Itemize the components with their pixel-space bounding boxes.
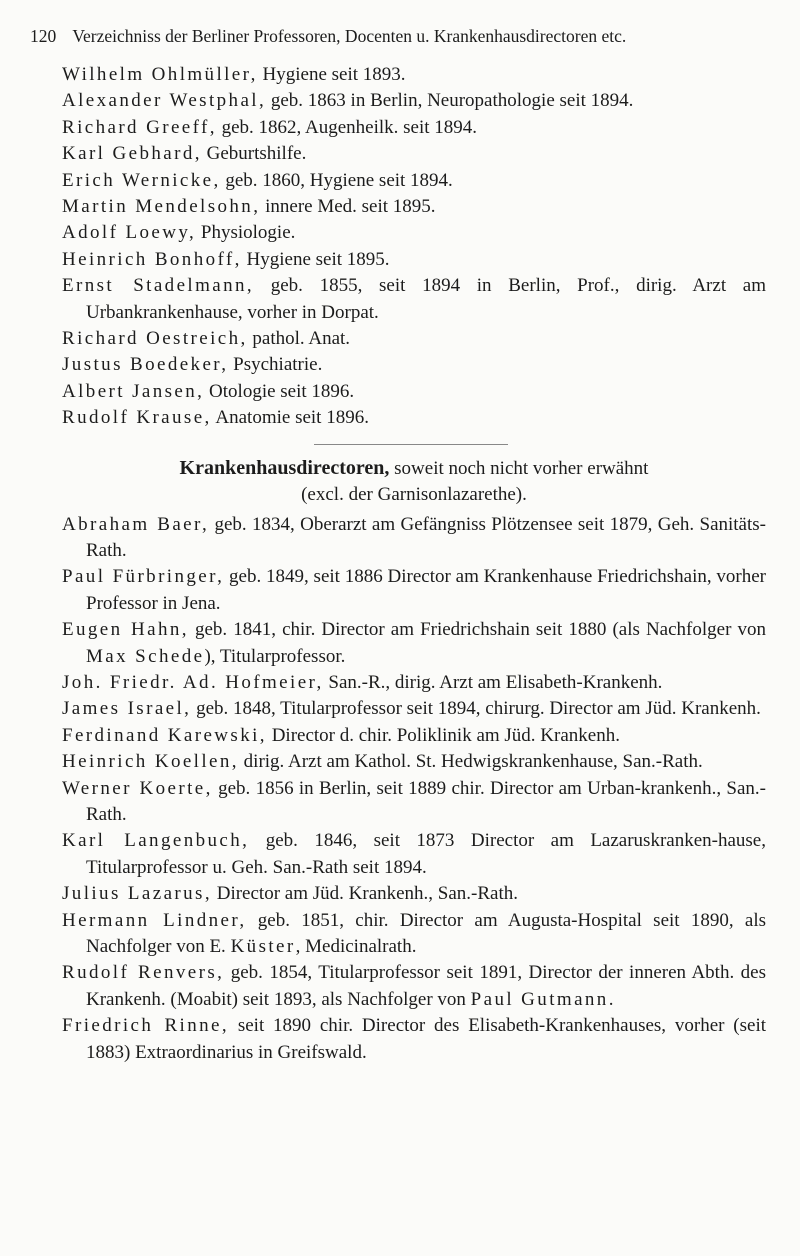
list-item — [62, 1013, 766, 1066]
entry-text-continued: , Medicinalrath. — [295, 936, 417, 957]
entry-text: Director d. chir. Poliklinik am Jüd. Krankenh. — [266, 724, 620, 746]
person-name: Ernst Stadelmann, — [62, 275, 255, 297]
entry-text-continued: . — [608, 988, 614, 1010]
entry-text: geb. 1849, seit 1886 Director am Krankenhause Friedrichshain, vorher Professor in Jena. — [86, 566, 766, 614]
list-item — [62, 326, 766, 352]
list-item — [62, 247, 766, 273]
list-item — [62, 62, 766, 88]
person-name: Richard Oestreich, — [62, 328, 248, 350]
section-subheading: (excl. der Garnisonlazarethe). — [301, 484, 527, 506]
list-item — [62, 828, 766, 881]
referenced-name: Küster — [230, 936, 296, 957]
entry-text: geb. 1860, Hygiene seit 1894. — [220, 169, 453, 191]
person-name: Hermann Lindner, — [62, 909, 247, 931]
person-name: Rudolf Krause, — [62, 407, 212, 429]
entry-text: seit 1890 chir. Director des Elisabeth-Krankenhauses, vorher (seit 1883) Extraordinarius in Greifswald. — [86, 1015, 766, 1063]
entry-text: Geburtshilfe. — [201, 143, 307, 165]
referenced-name: Paul Gutmann — [470, 988, 609, 1010]
person-name: Erich Wernicke, — [62, 169, 221, 191]
entry-text: geb. 1846, seit 1873 Director am Lazaruskranken-hause, Titularprofessor u. Geh. San.-Rath seit 1894. — [86, 830, 766, 878]
list-item — [62, 115, 766, 141]
person-name: James Israel, — [62, 698, 192, 720]
person-name: Eugen Hahn, — [62, 619, 189, 641]
list-item — [62, 194, 766, 220]
section-heading-rest: soweit noch nicht vorher erwähnt — [389, 457, 649, 479]
person-name: Heinrich Koellen, — [62, 751, 239, 773]
entry-text: Otologie seit 1896. — [204, 380, 355, 402]
entry-text: Anatomie seit 1896. — [211, 407, 369, 429]
list-item — [62, 352, 766, 378]
list-item — [62, 696, 766, 722]
list-item — [62, 405, 766, 431]
entry-text: Director am Jüd. Krankenh., San.-Rath. — [211, 883, 519, 905]
list-item — [62, 776, 766, 829]
entry-text: Psychiatrie. — [228, 354, 323, 376]
person-name: Alexander Westphal, — [62, 90, 267, 112]
entry-text: geb. 1854, Titularprofessor seit 1891, Director der inneren Abth. des Krankenh. (Moabit) seit 1893, als Nachfolger von — [86, 962, 766, 1010]
list-item — [62, 564, 766, 617]
referenced-name: Max Schede — [86, 645, 205, 667]
list-item — [62, 88, 766, 114]
list-item — [62, 168, 766, 194]
section-heading — [62, 455, 766, 482]
entry-text: geb. 1834, Oberarzt am Gefängniss Plötzensee seit 1879, Geh. Sanitäts-Rath. — [86, 513, 766, 561]
page-number: 120 — [30, 26, 57, 46]
person-name: Justus Boedeker, — [62, 354, 229, 376]
running-header — [30, 26, 770, 47]
person-name: Albert Jansen, — [62, 380, 205, 402]
entry-text: pathol. Anat. — [247, 328, 351, 350]
list-item — [62, 220, 766, 246]
entry-text: Hygiene seit 1895. — [241, 248, 390, 270]
list-item — [62, 908, 766, 961]
entry-text: innere Med. seit 1895. — [260, 196, 436, 218]
entry-text: geb. 1851, chir. Director am Augusta-Hospital seit 1890, als Nachfolger von E. — [86, 909, 766, 957]
person-name: Karl Gebhard, — [62, 143, 202, 165]
entry-text: Hygiene seit 1893. — [257, 64, 406, 85]
list-item — [62, 617, 766, 670]
director-list — [62, 512, 766, 1067]
entry-text: geb. 1856 in Berlin, seit 1889 chir. Director am Urban-krankenh., San.-Rath. — [86, 777, 766, 825]
running-title: Verzeichniss der Berliner Professoren, Docenten u. Krankenhausdirectoren etc. — [72, 26, 627, 46]
list-item — [62, 723, 766, 749]
list-item — [62, 273, 766, 326]
person-name: Ferdinand Karewski, — [62, 724, 267, 746]
list-item — [62, 141, 766, 167]
person-name: Joh. Friedr. Ad. Hofmeier, — [62, 671, 324, 693]
page-body — [62, 62, 766, 1066]
section-heading-bold: Krankenhausdirectoren, — [179, 456, 390, 479]
list-item — [62, 512, 766, 565]
list-item — [62, 670, 766, 696]
person-name: Friedrich Rinne, — [62, 1015, 230, 1037]
entry-text: geb. 1841, chir. Director am Friedrichshain seit 1880 (als Nachfolger von — [188, 619, 766, 641]
entry-text: geb. 1855, seit 1894 in Berlin, Prof., dirig. Arzt am Urbankrankenhause, vorher in Dorpat. — [86, 275, 766, 323]
person-name: Wilhelm Ohlmüller, — [62, 64, 258, 85]
entry-text: San.-R., dirig. Arzt am Elisabeth-Krankenh. — [323, 671, 663, 693]
person-name: Heinrich Bonhoff, — [62, 248, 242, 270]
person-name: Paul Fürbringer, — [62, 566, 225, 588]
person-name: Richard Greeff, — [62, 116, 217, 138]
entry-text: geb. 1863 in Berlin, Neuropathologie seit 1894. — [266, 90, 634, 112]
entry-text: Physiologie. — [196, 222, 296, 244]
list-item — [62, 960, 766, 1013]
person-name: Martin Mendelsohn, — [62, 196, 261, 218]
section-divider — [314, 444, 508, 445]
person-name: Karl Langenbuch, — [62, 830, 250, 852]
list-item — [62, 379, 766, 405]
list-item — [62, 749, 766, 775]
person-name: Werner Koerte, — [62, 777, 213, 799]
professor-list — [62, 62, 766, 432]
person-name: Rudolf Renvers, — [62, 962, 225, 984]
person-name: Julius Lazarus, — [62, 883, 212, 905]
entry-text: geb. 1848, Titularprofessor seit 1894, chirurg. Director am Jüd. Krankenh. — [191, 698, 761, 720]
entry-text: geb. 1862, Augenheilk. seit 1894. — [216, 116, 478, 138]
person-name: Abraham Baer, — [62, 513, 210, 535]
entry-text-continued: ), Titularprofessor. — [204, 645, 346, 667]
entry-text: dirig. Arzt am Kathol. St. Hedwigskrankenhause, San.-Rath. — [238, 751, 703, 773]
list-item — [62, 881, 766, 907]
person-name: Adolf Loewy, — [62, 222, 197, 244]
